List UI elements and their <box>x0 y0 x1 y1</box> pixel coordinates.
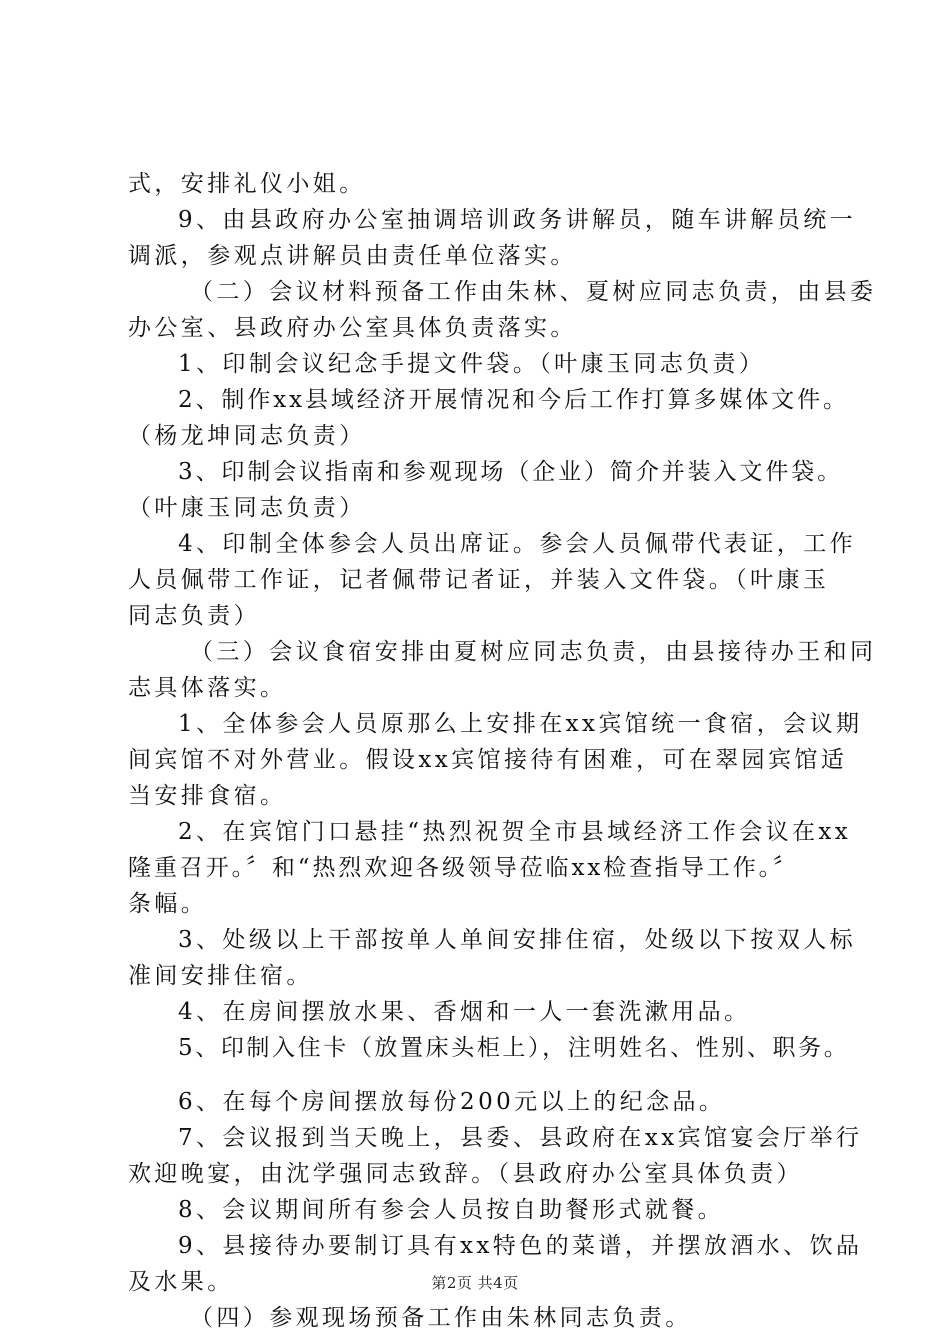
text-line: 及水果。 <box>128 1269 234 1295</box>
text-line: （四）参观现场预备工作由朱林同志负责。 <box>190 1305 692 1331</box>
text-line: （杨龙坤同志负责） <box>128 423 366 449</box>
text-line: 8、会议期间所有参会人员按自助餐形式就餐。 <box>178 1197 725 1223</box>
text-line: 6、在每个房间摆放每份200元以上的纪念品。 <box>178 1089 726 1115</box>
text-line: 7、会议报到当天晚上，县委、县政府在xx宾馆宴会厅举行 <box>178 1125 863 1151</box>
text-line: 1、全体参会人员原那么上安排在xx宾馆统一食宿，会议期 <box>178 711 863 737</box>
text-line: 3、印制会议指南和参观现场（企业）简介并装入文件袋。 <box>178 459 844 485</box>
text-line: 志具体落实。 <box>128 675 287 701</box>
text-line: 调派，参观点讲解员由责任单位落实。 <box>128 243 577 269</box>
text-line: （二）会议材料预备工作由朱林、夏树应同志负责，由县委 <box>190 279 877 305</box>
text-line: 人员佩带工作证，记者佩带记者证，并装入文件袋。（叶康玉 <box>128 567 830 593</box>
text-line: 条幅。 <box>128 891 208 917</box>
text-line: （叶康玉同志负责） <box>128 495 366 521</box>
text-line: 3、处级以上干部按单人单间安排住宿，处级以下按双人标 <box>178 927 857 953</box>
text-line: 4、在房间摆放水果、香烟和一人一套洗漱用品。 <box>178 999 751 1025</box>
text-line: 同志负责） <box>128 603 260 629</box>
text-line: 办公室、县政府办公室具体负责落实。 <box>128 315 577 341</box>
text-line: 9、县接待办要制订具有xx特色的菜谱，并摆放酒水、饮品 <box>178 1233 863 1259</box>
text-line: 1、印制会议纪念手提文件袋。（叶康玉同志负责） <box>178 351 766 377</box>
text-line: 间宾馆不对外营业。假设xx宾馆接待有困难，可在翠园宾馆适 <box>128 747 848 773</box>
page-footer: 第2页 共4页 <box>431 1274 519 1292</box>
text-line: 准间安排住宿。 <box>128 963 313 989</box>
text-line: 当安排食宿。 <box>128 783 287 809</box>
text-line: 式，安排礼仪小姐。 <box>128 171 366 197</box>
text-line: 5、印制入住卡（放置床头柜上），注明姓名、性别、职务。 <box>178 1035 850 1061</box>
text-line: 隆重召开。〞和“热烈欢迎各级领导莅临xx检查指导工作。〞 <box>128 855 799 881</box>
text-line: 欢迎晚宴，由沈学强同志致辞。（县政府办公室具体负责） <box>128 1161 803 1187</box>
text-line: 4、印制全体参会人员出席证。参会人员佩带代表证，工作 <box>178 531 857 557</box>
text-line: （三）会议食宿安排由夏树应同志负责，由县接待办王和同 <box>190 639 877 665</box>
text-line: 2、制作xx县域经济开展情况和今后工作打算多媒体文件。 <box>178 387 849 413</box>
text-line: 9、由县政府办公室抽调培训政务讲解员，随车讲解员统一 <box>178 207 857 233</box>
text-line: 2、在宾馆门口悬挂“热烈祝贺全市县域经济工作会议在xx <box>178 819 852 845</box>
